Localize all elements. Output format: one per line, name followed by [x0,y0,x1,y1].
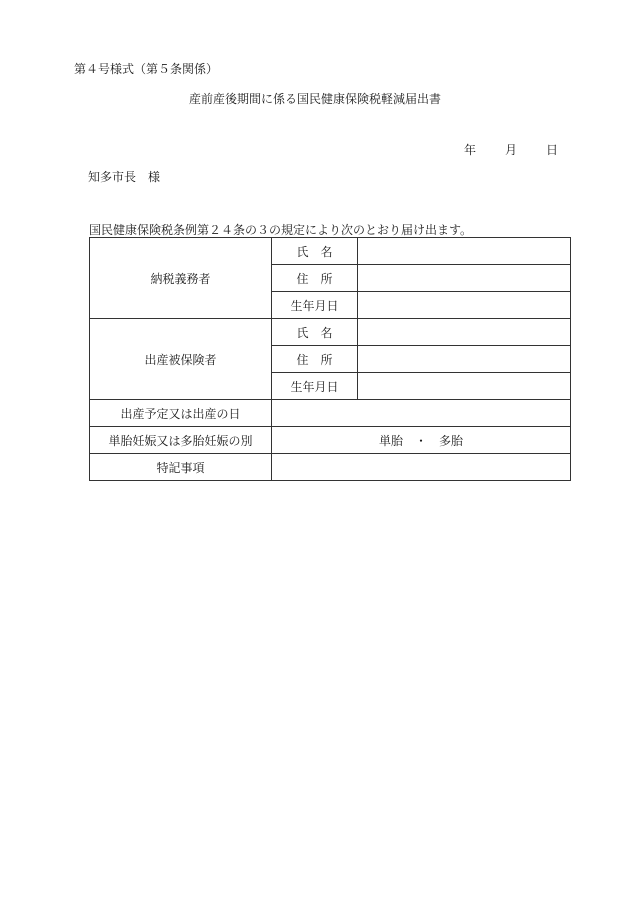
taxpayer-name-field[interactable] [358,238,571,265]
remarks-label: 特記事項 [90,454,272,481]
insured-name-label: 氏 名 [272,319,358,346]
due-date-label: 出産予定又は出産の日 [90,400,272,427]
table-row [90,319,571,346]
insured-address-label: 住 所 [272,346,358,373]
insured-birthdate-field[interactable] [358,373,571,400]
table-row [90,238,571,265]
insured-name-field[interactable] [358,319,571,346]
taxpayer-address-label: 住 所 [272,265,358,292]
date-line [464,141,558,158]
intro-text: 国民健康保険税条例第２４条の３の規定により次のとおり届け出ます。 [89,223,473,237]
pregnancy-type-label: 単胎妊娠又は多胎妊娠の別 [90,427,272,454]
taxpayer-birthdate-field[interactable] [358,292,571,319]
form-number: 第４号様式（第５条関係） [74,62,219,76]
remarks-field[interactable] [272,454,571,481]
due-date-field[interactable] [272,400,571,427]
taxpayer-birthdate-label: 生年月日 [272,292,358,319]
insured-label: 出産被保険者 [90,319,272,400]
date-year-label: 年 [464,143,477,157]
table-row [90,454,571,481]
document-title: 産前産後期間に係る国民健康保険税軽減届出書 [188,92,441,106]
taxpayer-address-field[interactable] [358,265,571,292]
pregnancy-type-options[interactable]: 単胎 ・ 多胎 [272,427,571,454]
date-month-label: 月 [505,143,518,157]
application-form-table [89,237,571,481]
table-row [90,400,571,427]
taxpayer-label: 納税義務者 [90,238,272,319]
date-day-label: 日 [546,143,559,157]
addressee: 知多市長 様 [88,170,161,184]
taxpayer-name-label: 氏 名 [272,238,358,265]
insured-birthdate-label: 生年月日 [272,373,358,400]
insured-address-field[interactable] [358,346,571,373]
table-row [90,427,571,454]
